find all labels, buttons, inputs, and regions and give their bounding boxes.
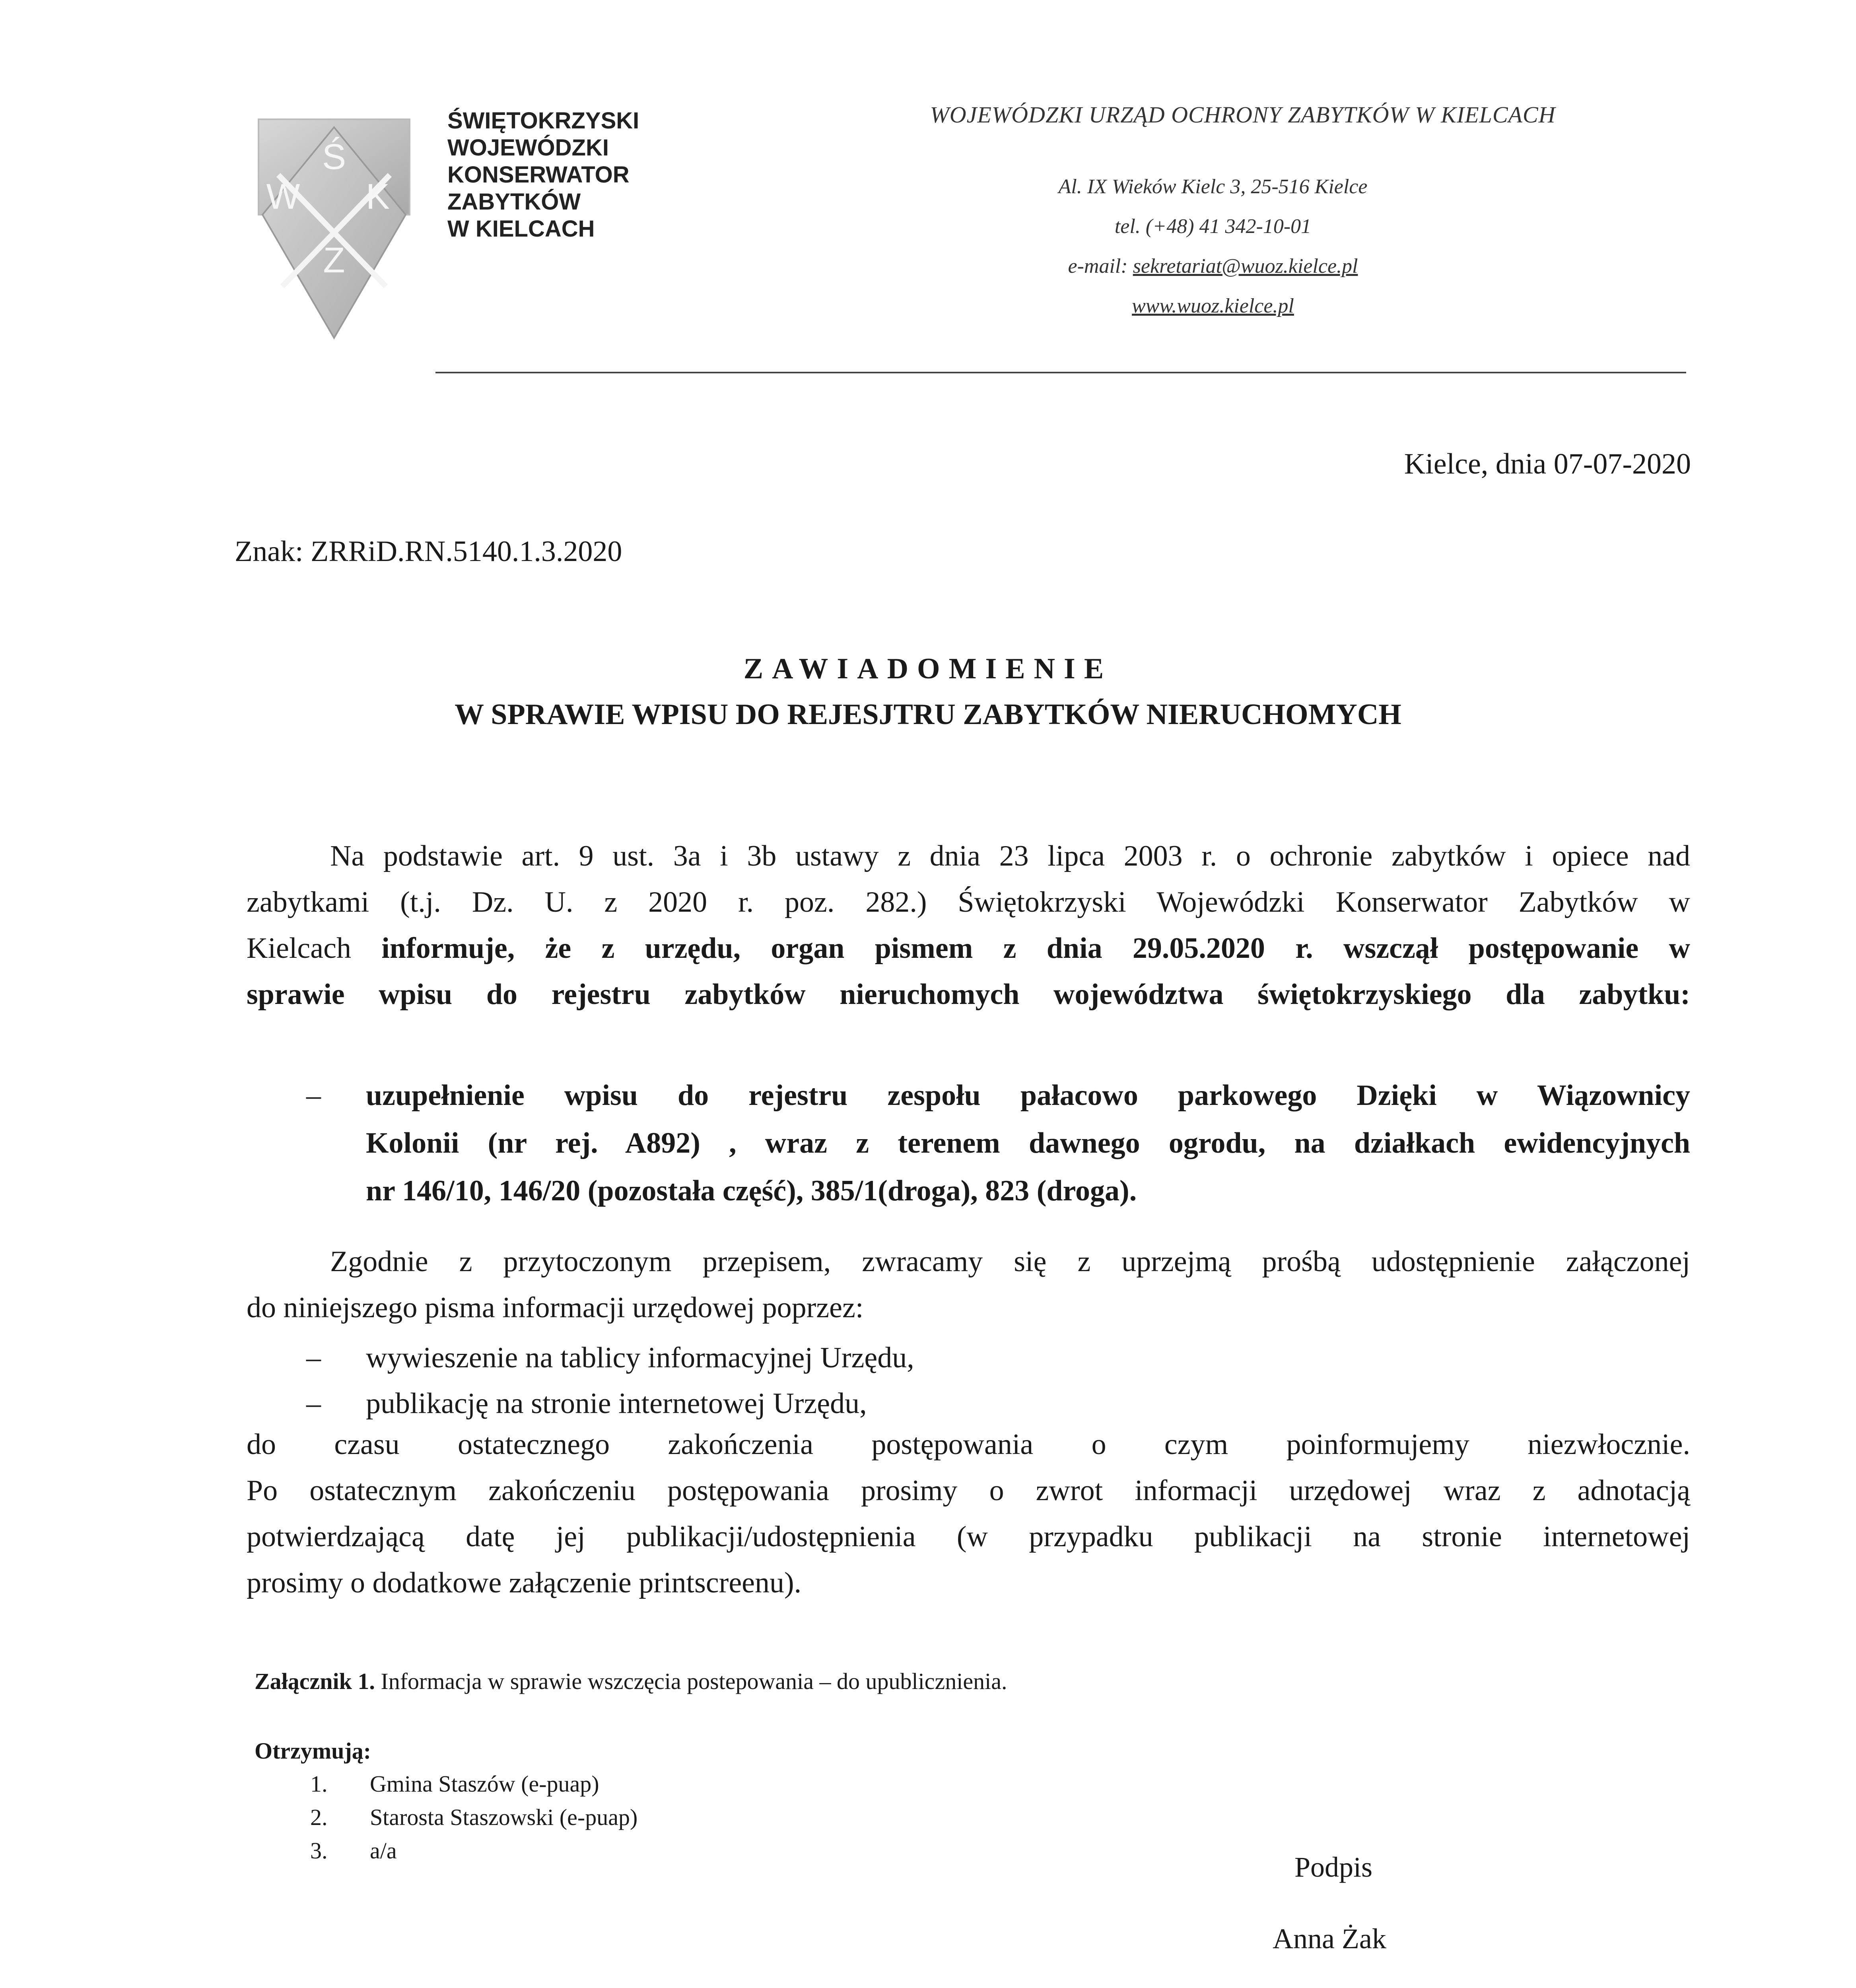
address: Al. IX Wieków Kielc 3, 25-516 Kielce <box>1058 175 1368 198</box>
list-item <box>310 1834 637 1868</box>
office-name: WOJEWÓDZKI URZĄD OCHRONY ZABYTKÓW W KIELCACH <box>930 102 1556 128</box>
email-link[interactable]: sekretariat@wuoz.kielce.pl <box>1133 255 1358 278</box>
reference-number: Znak: ZRRiD.RN.5140.1.3.2020 <box>235 535 622 568</box>
request-line: do niniejszego pisma informacji urzędowej poprzez: <box>247 1291 864 1324</box>
subject-line: uzupełnienie wpisu do rejestru zespołu pałacowo parkowego Dzięki w Wiązownicy <box>366 1079 1690 1112</box>
signature-label: Podpis <box>1294 1851 1373 1883</box>
header-divider <box>435 372 1686 373</box>
request-item-text: publikację na stronie internetowej Urzędu, <box>366 1387 867 1420</box>
wkz-logo <box>255 115 414 346</box>
intro-bold: informuje, że z urzędu, organ pismem z dnia 29.05.2020 r. wszczął postępowanie w <box>381 932 1690 965</box>
intro-text: Kielcach <box>247 932 382 965</box>
recipient-name: Gmina Staszów (e-puap) <box>370 1771 599 1797</box>
subject-item <box>306 1072 1690 1215</box>
document-title: ZAWIADOMIENIE <box>743 652 1113 685</box>
institution-line: WOJEWÓDZKI <box>447 135 609 161</box>
request-paragraph <box>247 1239 1690 1331</box>
request-list-item <box>306 1380 1690 1427</box>
request-continuation <box>247 1421 1690 1606</box>
list-dash: – <box>306 1079 321 1112</box>
institution-name <box>447 107 805 243</box>
recipients-title: Otrzymują: <box>255 1738 371 1764</box>
logo-letter-left: W <box>266 177 300 217</box>
list-dash: – <box>306 1342 321 1374</box>
attachment-label: Załącznik 1. <box>255 1668 375 1694</box>
intro-paragraph <box>247 833 1690 1017</box>
recipient-name: a/a <box>370 1838 397 1864</box>
website-link[interactable]: www.wuoz.kielce.pl <box>1132 295 1294 317</box>
institution-line: W KIELCACH <box>447 216 595 242</box>
request-line: potwierdzającą datę jej publikacji/udostępnienia (w przypadku publikacji na stronie internetowej <box>247 1520 1690 1553</box>
recipients-list <box>310 1767 637 1868</box>
request-line: Zgodnie z przytoczonym przepisem, zwracamy się z uprzejmą prośbą udostępnienie załączonej <box>330 1245 1690 1278</box>
logo-letter-right: K <box>365 177 390 217</box>
institution-line: ZABYTKÓW <box>447 189 581 215</box>
intro-line: zabytkami (t.j. Dz. U. z 2020 r. poz. 282.) Świętokrzyski Wojewódzki Konserwator Zabytków w <box>247 886 1690 918</box>
list-number: 1. <box>310 1771 328 1797</box>
list-item <box>310 1801 637 1834</box>
list-item <box>310 1767 637 1801</box>
document-subtitle: W SPRAWIE WPISU DO REJESJTRU ZABYTKÓW NIERUCHOMYCH <box>455 698 1401 731</box>
subject-line: nr 146/10, 146/20 (pozostała część), 385/1(droga), 823 (droga). <box>366 1175 1137 1207</box>
attachment-note <box>255 1668 1448 1695</box>
phone: tel. (+48) 41 342-10-01 <box>1114 215 1312 238</box>
institution-line: ŚWIĘTOKRZYSKI <box>447 108 639 134</box>
logo-letter-top: Ś <box>322 137 346 177</box>
contact-block <box>954 167 1471 326</box>
list-dash: – <box>306 1387 321 1420</box>
logo-letter-bottom: Z <box>323 241 345 280</box>
list-number: 3. <box>310 1838 328 1864</box>
list-number: 2. <box>310 1804 328 1830</box>
email-label: e-mail: <box>1068 255 1133 278</box>
date-line: Kielce, dnia 07-07-2020 <box>1404 448 1691 480</box>
institution-line: KONSERWATOR <box>447 162 630 188</box>
request-line: do czasu ostatecznego zakończenia postępowania o czym poinformujemy niezwłocznie. <box>247 1428 1690 1461</box>
request-list-item <box>306 1334 1690 1382</box>
request-item-text: wywieszenie na tablicy informacyjnej Urzędu, <box>366 1342 914 1374</box>
signature-name: Anna Żak <box>1273 1923 1386 1955</box>
attachment-text: Informacja w sprawie wszczęcia postepowania – do upublicznienia. <box>375 1668 1007 1694</box>
request-line: Po ostatecznym zakończeniu postępowania prosimy o zwrot informacji urzędowej wraz z adnotacją <box>247 1474 1690 1507</box>
intro-line: sprawie wpisu do rejestru zabytków nieruchomych województwa świętokrzyskiego dla zabytku: <box>247 978 1690 1011</box>
intro-line: Na podstawie art. 9 ust. 3a i 3b ustawy z dnia 23 lipca 2003 r. o ochronie zabytków i opiece nad <box>330 840 1690 872</box>
recipient-name: Starosta Staszowski (e-puap) <box>370 1804 638 1830</box>
request-line: prosimy o dodatkowe załączenie printscreenu). <box>247 1567 802 1599</box>
intro-line <box>247 925 1690 971</box>
subject-line: Kolonii (nr rej. A892) , wraz z terenem dawnego ogrodu, na działkach ewidencyjnych <box>366 1127 1690 1159</box>
email-line <box>954 247 1471 286</box>
